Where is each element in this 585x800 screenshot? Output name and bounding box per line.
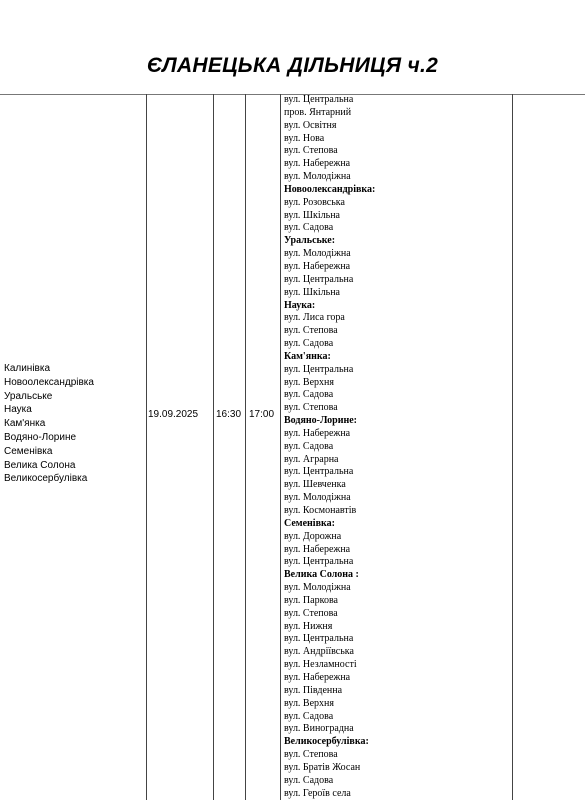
settlement-header: Уральське:: [284, 235, 336, 247]
village-item: Калинівка: [4, 363, 51, 374]
street-item: вул. Нижня: [284, 620, 333, 632]
street-item: вул. Шкільна: [284, 286, 340, 298]
village-item: Семенівка: [4, 445, 53, 457]
page-title: ЄЛАНЕЦЬКА ДІЛЬНИЦЯ ч.2: [146, 54, 439, 77]
village-item: Кам'янка: [4, 418, 46, 430]
street-item: вул. Набережна: [284, 260, 351, 272]
street-item: вул. Степова: [284, 402, 338, 414]
street-item: вул. Центральна: [284, 556, 354, 568]
street-item: вул. Паркова: [284, 594, 338, 606]
street-item: вул. Степова: [284, 607, 338, 619]
outage-table: [0, 94, 585, 800]
street-item: вул. Шкільна: [284, 209, 340, 221]
street-item: вул. Молодіжна: [284, 582, 351, 594]
street-item: вул. Верхня: [284, 376, 334, 388]
street-item: вул. Космонавтів: [284, 505, 357, 516]
street-item: вул. Садова: [284, 774, 334, 786]
streets-cell: [284, 94, 510, 800]
street-item: вул. Степова: [284, 325, 338, 337]
settlement-header: Новоолександрівка:: [284, 183, 376, 195]
column-divider: [245, 94, 246, 800]
street-item: вул. Набережна: [284, 543, 351, 555]
street-item: вул. Розовська: [284, 196, 345, 208]
street-item: вул. Центральна: [284, 94, 354, 105]
date-cell: 19.09.2025: [148, 409, 199, 420]
column-divider: [280, 94, 281, 800]
street-item: вул. Набережна: [284, 671, 351, 683]
street-item: вул. Садова: [284, 222, 334, 234]
column-divider: [213, 94, 214, 800]
settlement-header: Велика Солона :: [284, 569, 359, 581]
street-item: вул. Молодіжна: [284, 248, 351, 260]
street-item: вул. Незламності: [284, 659, 357, 671]
village-item: Новоолександрівка: [4, 376, 94, 388]
settlement-header: Кам'янка:: [284, 350, 331, 362]
street-item: вул. Садова: [284, 440, 334, 452]
street-item: вул. Степова: [284, 749, 338, 761]
street-item: вул. Центральна: [284, 273, 354, 285]
settlement-header: Водяно-Лорине:: [284, 415, 357, 427]
street-item: вул. Молодіжна: [284, 171, 351, 183]
time-to-cell: 17:00: [249, 409, 275, 420]
street-item: вул. Верхня: [284, 697, 334, 709]
village-item: Велика Солона: [4, 459, 76, 471]
street-item: вул. Героїв села: [284, 787, 351, 799]
street-item: вул. Братів Жосан: [284, 761, 361, 773]
village-item: Водяно-Лорине: [4, 431, 77, 443]
street-item: вул. Дорожна: [284, 530, 342, 542]
street-item: пров. Янтарний: [284, 106, 352, 118]
village-item: Наука: [4, 404, 32, 416]
settlement-header: Семенівка:: [284, 517, 335, 529]
street-item: вул. Шевченка: [284, 479, 346, 491]
column-divider: [146, 94, 147, 800]
settlement-header: Наука:: [284, 299, 316, 311]
street-item: вул. Лиса гора: [284, 312, 345, 324]
street-item: вул. Центральна: [284, 633, 354, 645]
village-item: Великосербулівка: [4, 473, 88, 485]
street-item: вул. Південна: [284, 684, 343, 696]
street-item: вул. Виноградна: [284, 723, 354, 735]
street-item: вул. Степова: [284, 145, 338, 157]
street-item: вул. Аграрна: [284, 453, 339, 465]
street-item: вул. Андріївська: [284, 646, 354, 658]
settlement-header: Великосербулівка:: [284, 736, 369, 748]
street-item: вул. Молодіжна: [284, 492, 351, 504]
street-item: вул. Центральна: [284, 466, 354, 478]
villages-cell: [4, 362, 146, 486]
street-item: вул. Центральна: [284, 363, 354, 375]
street-item: вул. Нова: [284, 132, 325, 144]
time-from-cell: 16:30: [216, 409, 242, 420]
street-item: вул. Освітня: [284, 119, 337, 131]
village-item: Уральське: [4, 390, 53, 402]
street-item: вул. Садова: [284, 710, 334, 722]
column-divider: [512, 94, 513, 800]
street-item: вул. Садова: [284, 338, 334, 350]
street-item: вул. Набережна: [284, 427, 351, 439]
street-item: вул. Набережна: [284, 158, 351, 170]
street-item: вул. Садова: [284, 389, 334, 401]
